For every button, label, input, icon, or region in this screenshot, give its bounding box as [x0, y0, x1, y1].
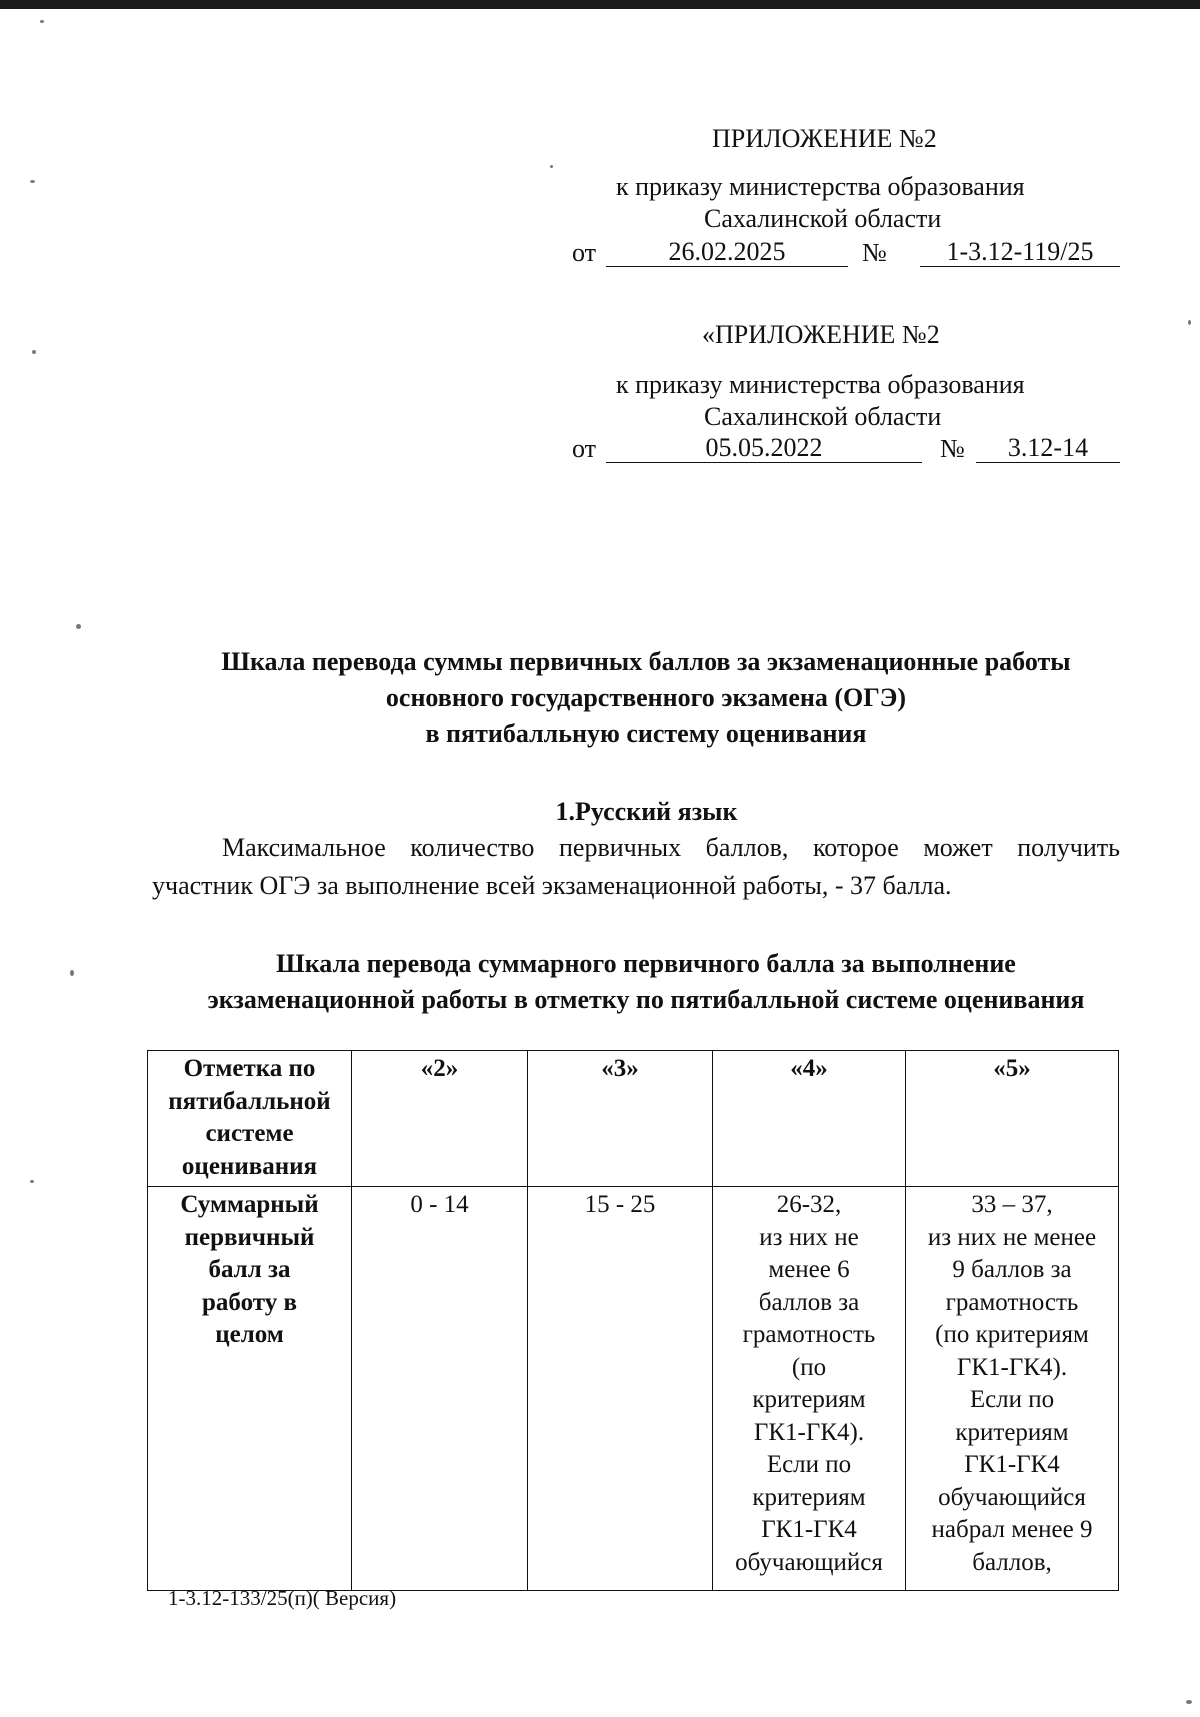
- previous-number-label: №: [940, 434, 965, 463]
- grade-conversion-table: [147, 1050, 1119, 1591]
- previous-order-number: 3.12-14: [976, 434, 1120, 463]
- appendix-title: ПРИЛОЖЕНИЕ №2: [712, 124, 937, 153]
- scan-speck: [30, 1180, 34, 1183]
- previous-from-label: от: [572, 434, 597, 463]
- cell-line: ГК1-ГК4).: [956, 1353, 1068, 1381]
- cell-line: критериям: [955, 1418, 1069, 1446]
- scale-heading-line-1: Шкала перевода суммарного первичного балла за выполнение: [276, 949, 1016, 978]
- grade-3-header: «3»: [528, 1051, 713, 1187]
- previous-appendix-title: «ПРИЛОЖЕНИЕ №2: [702, 320, 940, 349]
- cell-line: 33 – 37,: [971, 1191, 1053, 1218]
- order-line-1: к приказу министерства образования: [616, 172, 1025, 201]
- previous-order-line-1: к приказу министерства образования: [616, 370, 1025, 399]
- title-line-1: Шкала перевода суммы первичных баллов за экзаменационные работы: [221, 647, 1071, 676]
- section-paragraph-line-1: Максимальное количество первичных баллов, которое может получить: [222, 833, 1120, 862]
- grade-4-header: «4»: [713, 1051, 906, 1187]
- scan-speck: [1186, 1700, 1192, 1704]
- order-date: 26.02.2025: [606, 238, 848, 267]
- order-number: 1-3.12-119/25: [920, 238, 1120, 267]
- scan-speck: [76, 624, 81, 629]
- cell-line: из них не: [759, 1223, 859, 1251]
- scale-heading-line-2: экзаменационной работы в отметку по пятибалльной системе оценивания: [207, 985, 1085, 1014]
- cell-line: работу в: [202, 1288, 297, 1316]
- cell-line: ГК1-ГК4: [761, 1516, 857, 1543]
- grade-scale-label-cell: [148, 1051, 352, 1187]
- scan-speck: [32, 350, 36, 354]
- cell-line: обучающийся: [938, 1483, 1086, 1511]
- cell-line: набрал менее 9: [931, 1516, 1093, 1543]
- cell-line: грамотность: [945, 1288, 1079, 1316]
- cell-line: целом: [215, 1321, 284, 1348]
- title-line-3: в пятибалльную систему оценивания: [425, 719, 867, 748]
- cell-line: 26-32,: [776, 1191, 842, 1218]
- table-score-row: [148, 1187, 1119, 1591]
- footer-document-id: 1-3.12-133/25(п)( Версия): [168, 1586, 397, 1610]
- cell-line: Если по: [969, 1386, 1055, 1413]
- cell-line: обучающийся: [735, 1548, 883, 1576]
- cell-line: из них не менее: [927, 1223, 1097, 1251]
- number-label: №: [862, 238, 887, 267]
- grade-2-range: 0 - 14: [352, 1187, 528, 1591]
- scan-speck: [1188, 320, 1191, 325]
- grade-5-range: [906, 1187, 1119, 1591]
- cell-line: Если по: [766, 1451, 852, 1478]
- cell-line: баллов,: [972, 1548, 1052, 1576]
- section-heading: 1.Русский язык: [555, 797, 738, 826]
- cell-line: (по критериям: [935, 1321, 1089, 1348]
- document-title: [60, 644, 1200, 752]
- scan-speck: [40, 20, 44, 23]
- scan-top-edge: [0, 0, 1200, 9]
- cell-line: пятибалльной: [168, 1087, 331, 1115]
- from-label: от: [572, 238, 597, 267]
- cell-line: ГК1-ГК4: [964, 1451, 1060, 1478]
- cell-line: системе: [205, 1120, 294, 1147]
- cell-line: критериям: [752, 1483, 866, 1511]
- cell-line: 9 баллов за: [952, 1256, 1072, 1283]
- cell-line: (по: [791, 1353, 827, 1381]
- cell-line: критериям: [752, 1386, 866, 1413]
- cell-line: первичный: [184, 1223, 315, 1251]
- cell-line: оценивания: [181, 1152, 318, 1180]
- scale-heading: [60, 946, 1200, 1018]
- scan-speck: [70, 970, 74, 976]
- order-line-2: Сахалинской области: [704, 204, 942, 233]
- cell-line: грамотность: [742, 1321, 876, 1348]
- title-line-2: основного государственного экзамена (ОГЭ): [385, 683, 907, 712]
- cell-line: Отметка по: [183, 1055, 316, 1082]
- cell-line: баллов за: [758, 1288, 860, 1316]
- cell-line: ГК1-ГК4).: [753, 1418, 865, 1446]
- grade-2-header: «2»: [352, 1051, 528, 1187]
- grade-3-range: 15 - 25: [528, 1187, 713, 1591]
- grade-4-range: [713, 1187, 906, 1591]
- cell-line: Суммарный: [180, 1191, 319, 1218]
- table-header-row: [148, 1051, 1119, 1187]
- previous-order-date: 05.05.2022: [606, 434, 922, 463]
- section-paragraph-line-2: участник ОГЭ за выполнение всей экзаменационной работы, - 37 балла.: [152, 871, 952, 900]
- cell-line: балл за: [208, 1256, 291, 1283]
- cell-line: менее 6: [768, 1256, 850, 1283]
- scan-speck: [550, 165, 553, 168]
- grade-5-header: «5»: [906, 1051, 1119, 1187]
- previous-order-line-2: Сахалинской области: [704, 402, 942, 431]
- total-score-label-cell: [148, 1187, 352, 1591]
- scan-speck: [30, 180, 35, 183]
